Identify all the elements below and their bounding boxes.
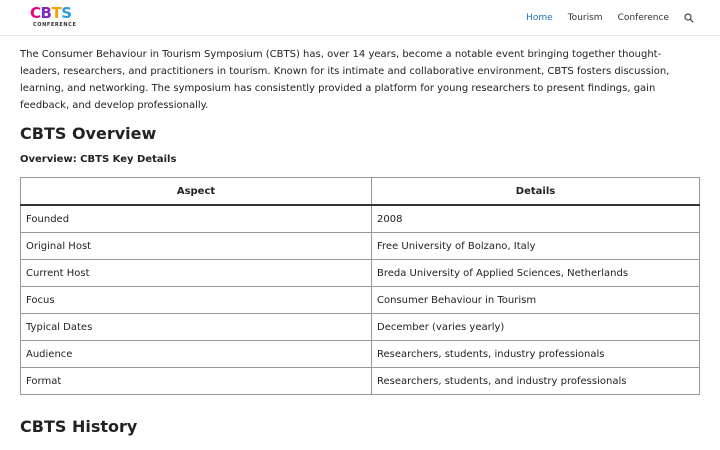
- column-header-details: Details: [372, 178, 700, 206]
- logo-sub: CONFERENCE: [33, 22, 77, 28]
- table-row: [21, 314, 700, 341]
- overview-heading: CBTS Overview: [20, 124, 157, 143]
- table-row: [21, 205, 700, 233]
- overview-subheading: Overview: CBTS Key Details: [20, 154, 177, 165]
- nav-item-tourism[interactable]: Tourism: [567, 12, 603, 23]
- table-cell-details: December (varies yearly): [372, 314, 700, 341]
- table-cell-aspect: Format: [21, 368, 372, 395]
- table-cell-details: Consumer Behaviour in Tourism: [372, 287, 700, 314]
- history-heading: CBTS History: [20, 417, 138, 436]
- table-cell-details: Researchers, students, industry professionals: [372, 341, 700, 368]
- column-header-aspect: Aspect: [21, 178, 372, 206]
- table-row: [21, 233, 700, 260]
- key-details-table: [20, 177, 700, 395]
- table-row: [21, 287, 700, 314]
- table-cell-aspect: Original Host: [21, 233, 372, 260]
- search-icon[interactable]: [684, 13, 694, 23]
- nav-item-conference[interactable]: Conference: [617, 12, 669, 23]
- main-content: [0, 46, 720, 437]
- table-header-row: [21, 178, 700, 206]
- table-cell-aspect: Focus: [21, 287, 372, 314]
- table-row: [21, 260, 700, 287]
- site-header: [0, 0, 720, 36]
- intro-paragraph: The Consumer Behaviour in Tourism Symposium (CBTS) has, over 14 years, become a notable event bringing together thought-leaders, researchers, and practitioners in tourism. Known for its intimate and collaborative environment, CBTS fosters discussion, learning, and networking. The symposium has consistently provided a platform for young researchers to present findings, gain feedback, and develop professionally.: [20, 49, 670, 111]
- table-row: [21, 368, 700, 395]
- table-cell-details: Free University of Bolzano, Italy: [372, 233, 700, 260]
- table-cell-details: Breda University of Applied Sciences, Netherlands: [372, 260, 700, 287]
- table-row: [21, 341, 700, 368]
- table-cell-details: Researchers, students, and industry professionals: [372, 368, 700, 395]
- table-cell-aspect: Founded: [21, 205, 372, 233]
- table-cell-details: 2008: [372, 205, 700, 233]
- logo-word: CBTS: [30, 4, 72, 22]
- site-logo[interactable]: [30, 6, 78, 30]
- table-cell-aspect: Typical Dates: [21, 314, 372, 341]
- main-nav: [526, 0, 694, 35]
- table-cell-aspect: Current Host: [21, 260, 372, 287]
- table-cell-aspect: Audience: [21, 341, 372, 368]
- nav-item-home[interactable]: Home: [526, 12, 553, 23]
